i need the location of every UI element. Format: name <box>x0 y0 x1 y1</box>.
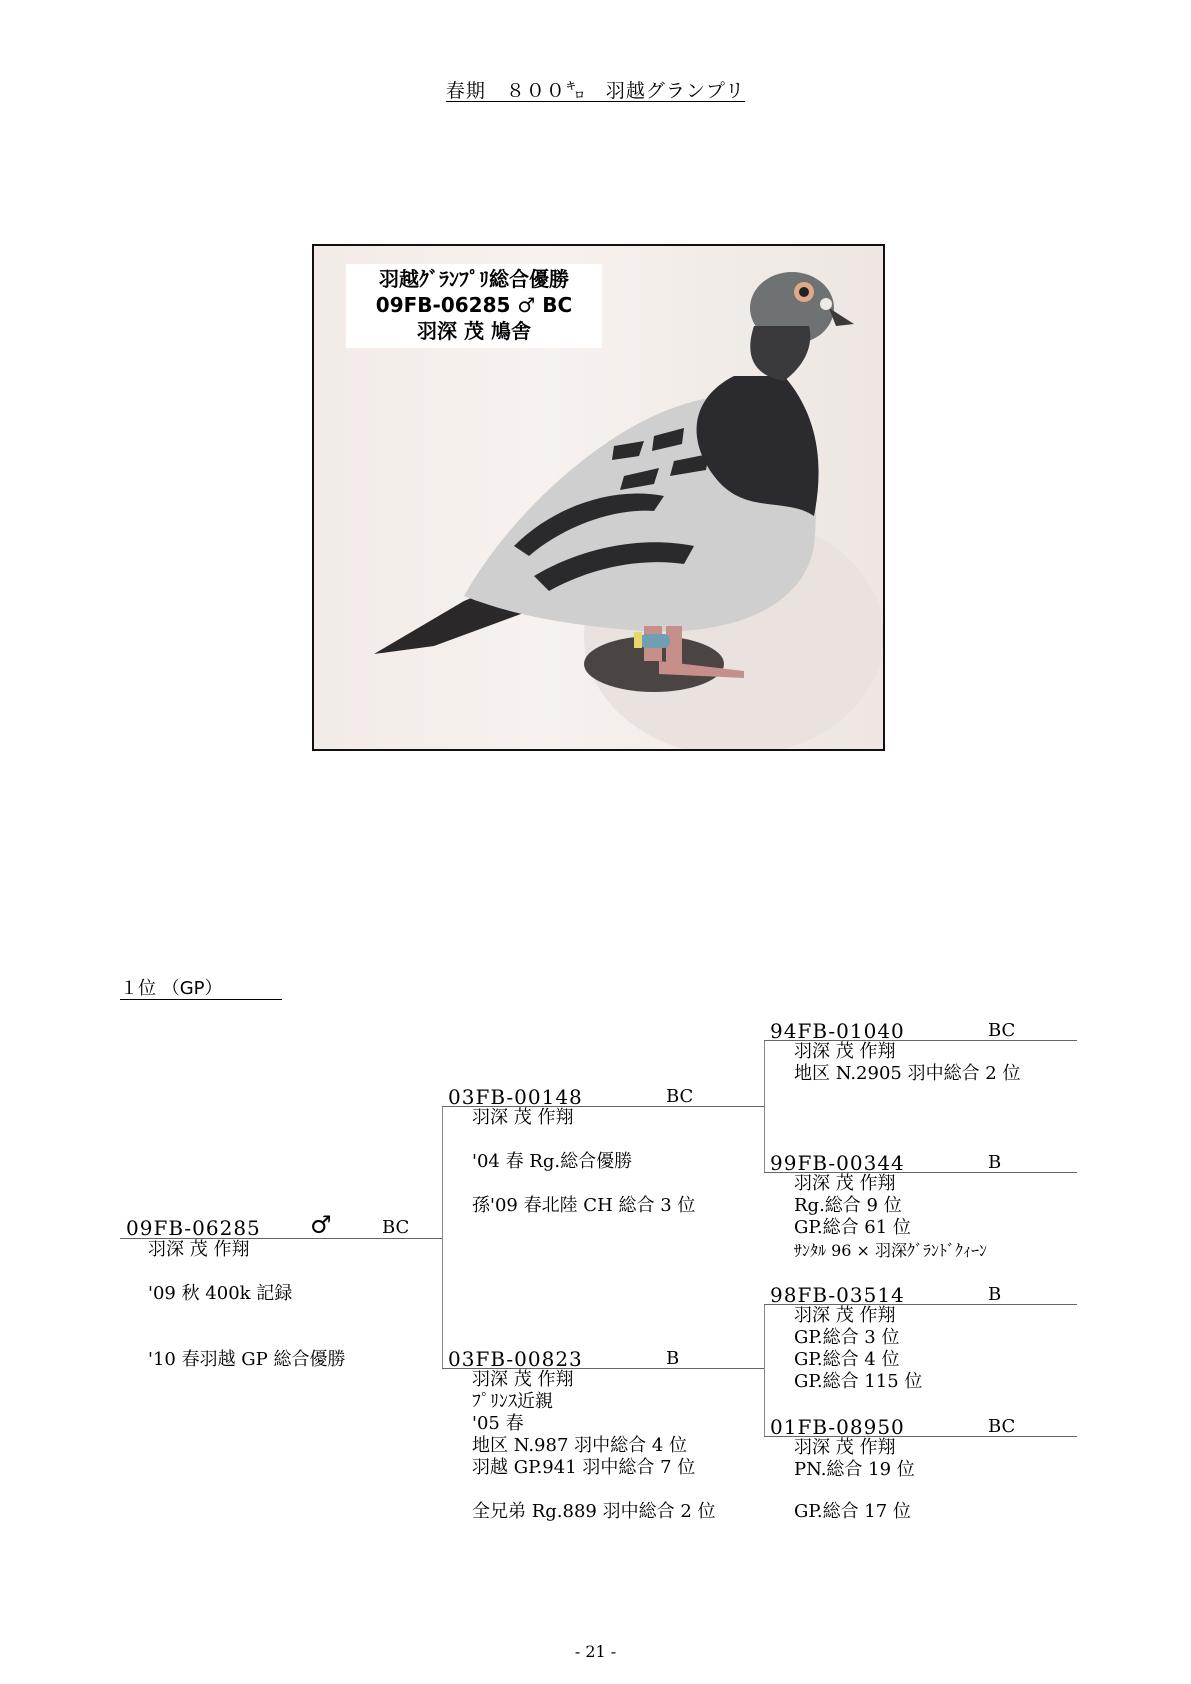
subject-ring: 09FB-06285 <box>126 1216 261 1240</box>
photo-caption-line1: 羽越ｸﾞﾗﾝﾌﾟﾘ総合優勝 <box>379 267 569 291</box>
dam-note3: 地区 N.987 羽中総合 4 位 <box>472 1435 688 1456</box>
sire-note1: '04 春 Rg.総合優勝 <box>472 1151 633 1172</box>
dam-note5: 全兄弟 Rg.889 羽中総合 2 位 <box>472 1501 716 1522</box>
sire-dam-note3: ｻﾝﾀﾙ 96 × 羽深ｸﾞﾗﾝﾄﾞｸｨｰﾝ <box>794 1241 988 1260</box>
dam-ring: 03FB-00823 <box>448 1347 583 1371</box>
subject-breeder: 羽深 茂 作翔 <box>148 1239 250 1260</box>
subject-bracket <box>442 1106 443 1368</box>
sire-dam-note1: Rg.総合 9 位 <box>794 1195 902 1216</box>
sire-dam-note2: GP.総合 61 位 <box>794 1217 911 1238</box>
dam-sire-color: B <box>988 1284 1002 1305</box>
sire-sire-note1: 地区 N.2905 羽中総合 2 位 <box>794 1063 1021 1084</box>
photo-caption-label <box>346 264 602 348</box>
subject-sex-symbol: ♂ <box>310 1210 332 1239</box>
dam-sire-note3: GP.総合 115 位 <box>794 1371 923 1392</box>
page-number: - 21 - <box>574 1642 617 1661</box>
section-heading: １位 （GP） <box>120 978 223 999</box>
subject-note1: '09 秋 400k 記録 <box>148 1283 293 1304</box>
sire-color: BC <box>666 1086 694 1107</box>
subject-color: BC <box>382 1217 410 1238</box>
dam-sire-note2: GP.総合 4 位 <box>794 1349 900 1370</box>
sire-breeder: 羽深 茂 作翔 <box>472 1107 574 1128</box>
subject-note2: '10 春羽越 GP 総合優勝 <box>148 1349 346 1370</box>
dam-note1: ﾌﾟﾘﾝｽ近親 <box>472 1391 553 1412</box>
sire-dam-breeder: 羽深 茂 作翔 <box>794 1173 896 1194</box>
pigeon-photo <box>312 244 885 751</box>
sire-ring: 03FB-00148 <box>448 1085 583 1109</box>
dam-dam-color: BC <box>988 1416 1016 1437</box>
dam-dam-note2: GP.総合 17 位 <box>794 1501 911 1522</box>
photo-caption-line2: 09FB-06285 ♂ BC <box>375 293 573 317</box>
dam-sire-ring: 98FB-03514 <box>770 1283 905 1307</box>
dam-note2: '05 春 <box>472 1413 524 1434</box>
dam-dam-breeder: 羽深 茂 作翔 <box>794 1437 896 1458</box>
dam-breeder: 羽深 茂 作翔 <box>472 1369 574 1390</box>
sire-dam-ring: 99FB-00344 <box>770 1151 905 1175</box>
dam-dam-ring: 01FB-08950 <box>770 1415 905 1439</box>
sire-note2: 孫'09 春北陸 CH 総合 3 位 <box>472 1195 696 1216</box>
sire-dam-color: B <box>988 1152 1002 1173</box>
heading-underline <box>120 999 282 1000</box>
sire-sire-breeder: 羽深 茂 作翔 <box>794 1041 896 1062</box>
sire-sire-ring: 94FB-01040 <box>770 1019 905 1043</box>
dam-sire-breeder: 羽深 茂 作翔 <box>794 1305 896 1326</box>
dam-note4: 羽越 GP.941 羽中総合 7 位 <box>472 1457 696 1478</box>
page-title: 春期 ８００㌔ 羽越グランプリ <box>445 80 746 102</box>
sire-bracket <box>764 1040 765 1172</box>
dam-color: B <box>666 1348 680 1369</box>
sire-sire-color: BC <box>988 1020 1016 1041</box>
dam-sire-note1: GP.総合 3 位 <box>794 1327 900 1348</box>
photo-caption-line3: 羽深 茂 鳩舎 <box>417 319 531 343</box>
dam-bracket <box>764 1304 765 1436</box>
dam-dam-note1: PN.総合 19 位 <box>794 1459 915 1480</box>
